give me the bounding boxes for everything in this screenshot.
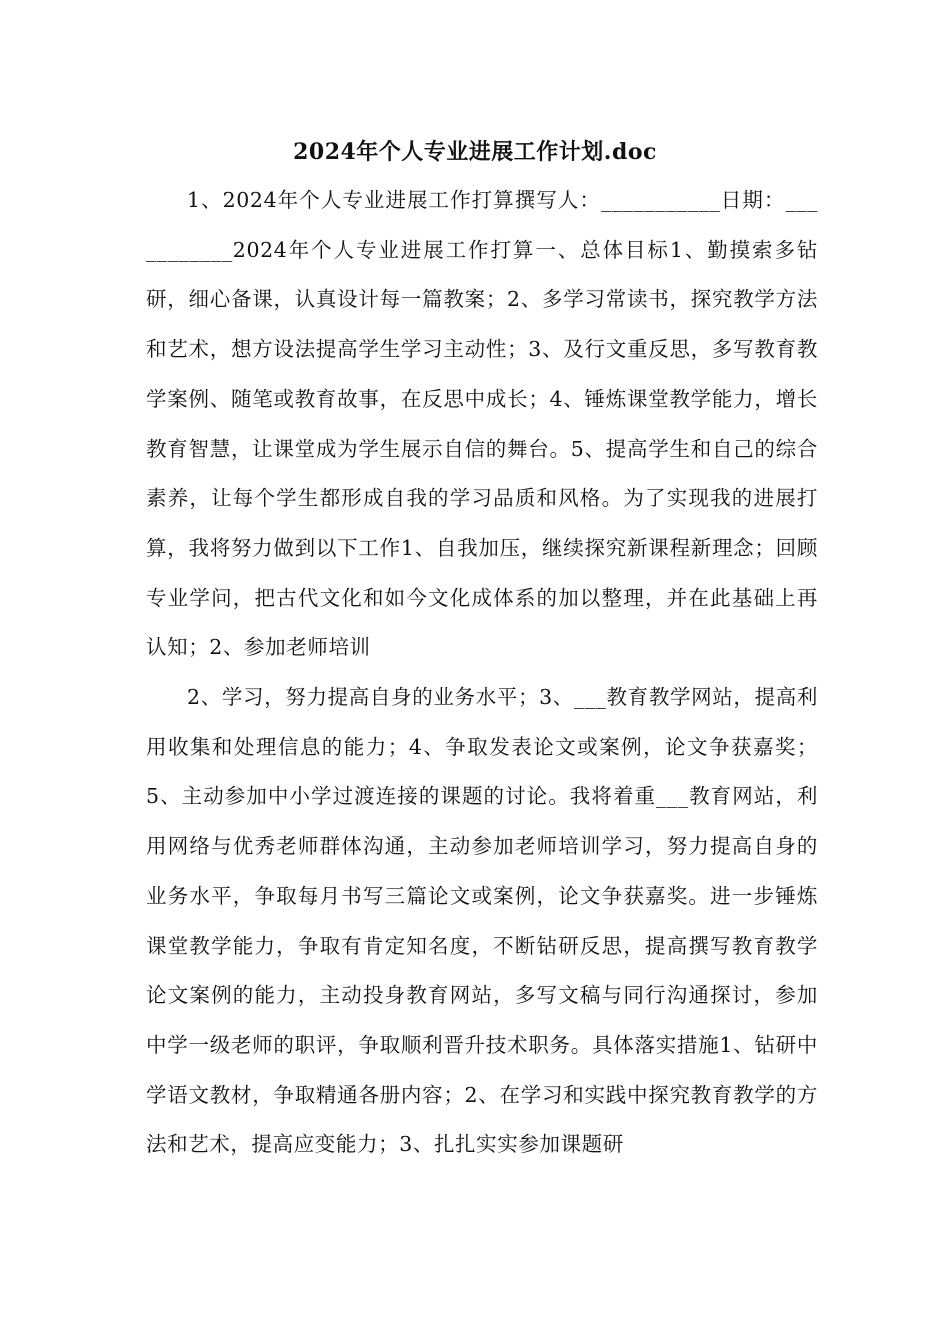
document-title: 2024年个人专业进展工作计划.doc — [293, 139, 657, 165]
body-paragraph-2: 2、学习，努力提高自身的业务水平；3、___教育教学网站，提高利用收集和处理信息的能力；4、争取发表论文或案例，论文争获嘉奖；5、主动参加中小学过渡连接的课题的讨论。我将着重___教育网站，利用网络与优秀老师群体沟通，主动参加老师培训学习，努力提高自身的业务水平，争取每月书写三篇论文或案例，论文争获嘉奖。进一步锤炼课堂教学能力，争取有肯定知名度，不断钻研反思，提高撰写教育教学论文案例的能力，主动投身教育网站，多写文稿与同行沟通探讨，参加中学一级老师的职评，争取顺利晋升技术职务。具体落实措施1、钻研中学语文教材，争取精通各册内容；2、在学习和实践中探究教育教学的方法和艺术，提高应变能力；3、扎扎实实参加课题研 — [146, 685, 818, 1157]
body-paragraph-1: 1、2024年个人专业进展工作打算撰写人：___________日期：___________2024年个人专业进展工作打算一、总体目标1、勤摸索多钻研，细心备课，认真设计每一篇教案；2、多学习常读书，探究教学方法和艺术，想方设法提高学生学习主动性；3、及行文重反思，多写教育教学案例、随笔或教育故事，在反思中成长；4、锤炼课堂教学能力，增长教育智慧，让课堂成为学生展示自信的舞台。5、提高学生和自己的综合素养，让每个学生都形成自我的学习品质和风格。为了实现我的进展打算，我将努力做到以下工作1、自我加压，继续探究新课程新理念；回顾专业学问，把古代文化和如今文化成体系的加以整理，并在此基础上再认知；2、参加老师培训 — [146, 188, 818, 660]
